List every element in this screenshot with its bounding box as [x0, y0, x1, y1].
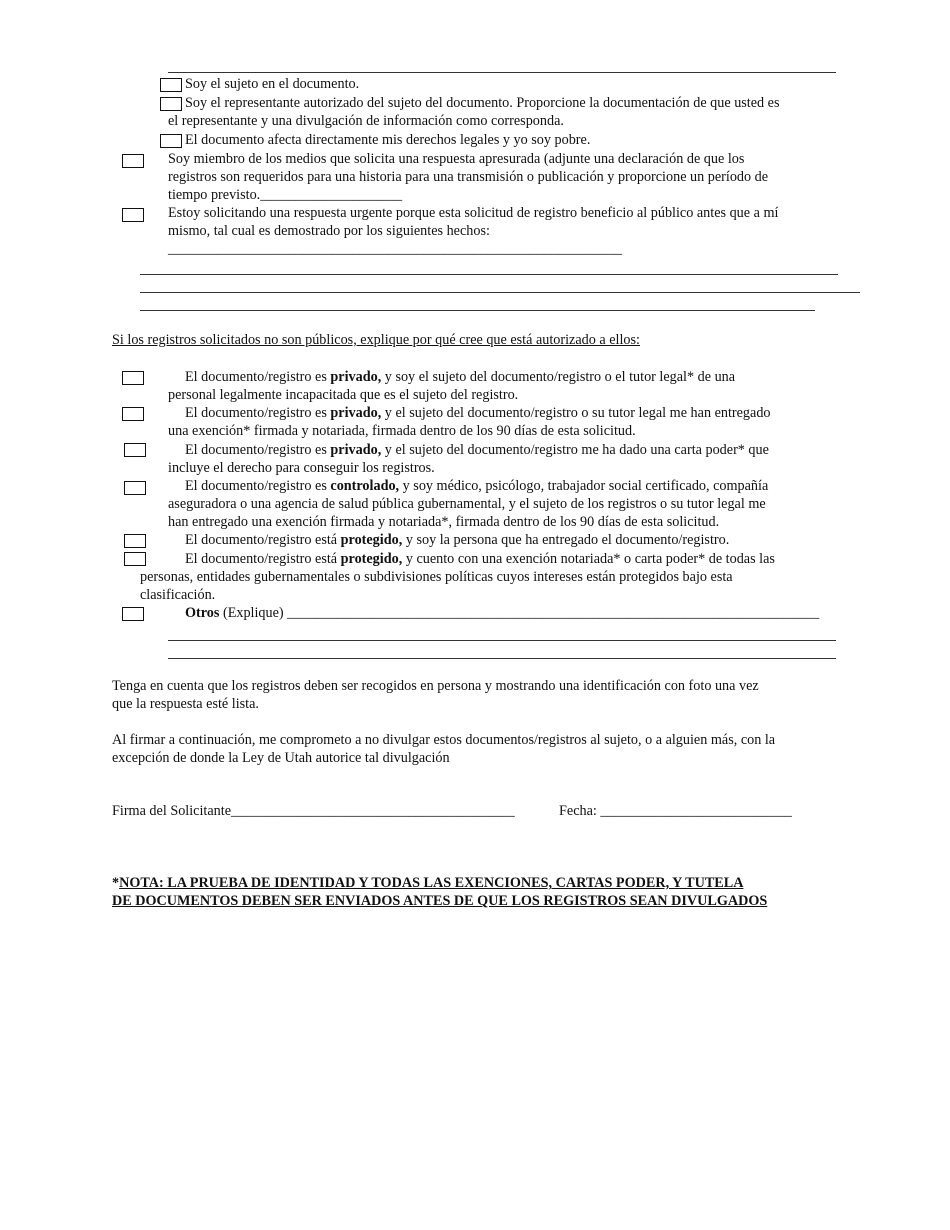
option-representative-line1: Soy el representante autorizado del sujeto del documento. Proporcione la documentación de que usted es [185, 95, 780, 111]
checkbox-indigent[interactable] [160, 134, 182, 148]
option-representative-line2: el representante y una divulgación de información como corresponda. [168, 113, 564, 129]
item-controlled-line2: aseguradora o una agencia de salud pública gubernamental, y el sujeto de los registros o su tutor legal me [168, 496, 766, 512]
checkbox-representative[interactable] [160, 97, 182, 111]
option-indigent-label: El documento afecta directamente mis derechos legales y yo soy pobre. [185, 132, 591, 148]
other-explain-line-3[interactable] [168, 658, 836, 659]
footer-note-line1: *NOTA: LA PRUEBA DE IDENTIDAD Y TODAS LAS EXENCIONES, CARTAS PODER, Y TUTELA [112, 875, 744, 891]
checkbox-subject[interactable] [160, 78, 182, 92]
item-controlled-line1: El documento/registro es controlado, y soy médico, psicólogo, trabajador social certificado, compañía [185, 478, 769, 494]
option-media-line2: registros son requeridos para una historia para una transmisión o publicación y proporcione un período de [168, 169, 769, 185]
item-private-subject-line1: El documento/registro es privado, y soy el sujeto del documento/registro o el tutor legal* de una [185, 369, 736, 385]
option-media-line1: Soy miembro de los medios que solicita una respuesta apresurada (adjunte una declaración de que los [168, 151, 745, 167]
item-private-waiver-line2: una exención* firmada y notariada, firmada dentro de los 90 días de esta solicitud. [168, 423, 636, 439]
checkbox-private-waiver[interactable] [122, 407, 144, 421]
checkbox-controlled[interactable] [124, 481, 146, 495]
option-media-line3: tiempo previsto.____________________ [168, 187, 403, 203]
top-rule [168, 72, 836, 73]
item-private-poa-line1: El documento/registro es privado, y el sujeto del documento/registro me ha dado una carta poder* que [185, 442, 769, 458]
facts-line-2[interactable] [140, 292, 860, 293]
checkbox-urgent[interactable] [122, 208, 144, 222]
pickup-note-line1: Tenga en cuenta que los registros deben ser recogidos en persona y mostrando una identificación con foto una vez [112, 678, 759, 694]
item-protected-waiver-line2: personas, entidades gubernamentales o subdivisiones políticas cuyos intereses están protegidos bajo esta [140, 569, 733, 585]
agreement-line2: excepción de donde la Ley de Utah autorice tal divulgación [112, 750, 450, 766]
footer-note-line2: DE DOCUMENTOS DEBEN SER ENVIADOS ANTES DE QUE LOS REGISTROS SEAN DIVULGADOS [112, 893, 768, 909]
signature-field[interactable]: Firma del Solicitante________________________________________ [112, 803, 515, 819]
checkbox-private-poa[interactable] [124, 443, 146, 457]
date-field[interactable]: Fecha: ___________________________ [559, 803, 792, 819]
facts-line-1[interactable] [140, 274, 838, 275]
item-protected-provider-line1: El documento/registro está protegido, y soy la persona que ha entregado el documento/registro. [185, 532, 730, 548]
option-urgent-line2: mismo, tal cual es demostrado por los siguientes hechos: [168, 223, 490, 239]
other-explain-line-2[interactable] [168, 640, 836, 641]
item-private-waiver-line1: El documento/registro es privado, y el sujeto del documento/registro o su tutor legal me han entregado [185, 405, 771, 421]
facts-line-3[interactable] [140, 310, 815, 311]
item-controlled-line3: han entregado una exención firmada y notariada*, firmada dentro de los 90 días de esta solicitud. [168, 514, 720, 530]
item-protected-waiver-line1: El documento/registro está protegido, y cuento con una exención notariada* o carta poder* de todas las [185, 551, 775, 567]
checkbox-protected-waiver[interactable] [124, 552, 146, 566]
checkbox-private-subject[interactable] [122, 371, 144, 385]
option-urgent-line3: ________________________________________________________________ [168, 241, 622, 257]
item-other-line1: Otros (Explique) ___________________________________________________________________________ [185, 605, 820, 621]
checkbox-other[interactable] [122, 607, 144, 621]
section-heading: Si los registros solicitados no son públicos, explique por qué cree que está autorizado a ellos: [112, 332, 640, 348]
item-private-subject-line2: personal legalmente incapacitada que es el sujeto del registro. [168, 387, 519, 403]
checkbox-protected-provider[interactable] [124, 534, 146, 548]
agreement-line1: Al firmar a continuación, me comprometo a no divulgar estos documentos/registros al sujeto, o a alguien más, con la [112, 732, 776, 748]
item-private-poa-line2: incluye el derecho para conseguir los registros. [168, 460, 435, 476]
pickup-note-line2: que la respuesta esté lista. [112, 696, 259, 712]
option-urgent-line1: Estoy solicitando una respuesta urgente porque esta solicitud de registro beneficio al público antes que a mí [168, 205, 779, 221]
checkbox-media[interactable] [122, 154, 144, 168]
option-subject-label: Soy el sujeto en el documento. [185, 76, 360, 92]
item-protected-waiver-line3: clasificación. [140, 587, 216, 603]
